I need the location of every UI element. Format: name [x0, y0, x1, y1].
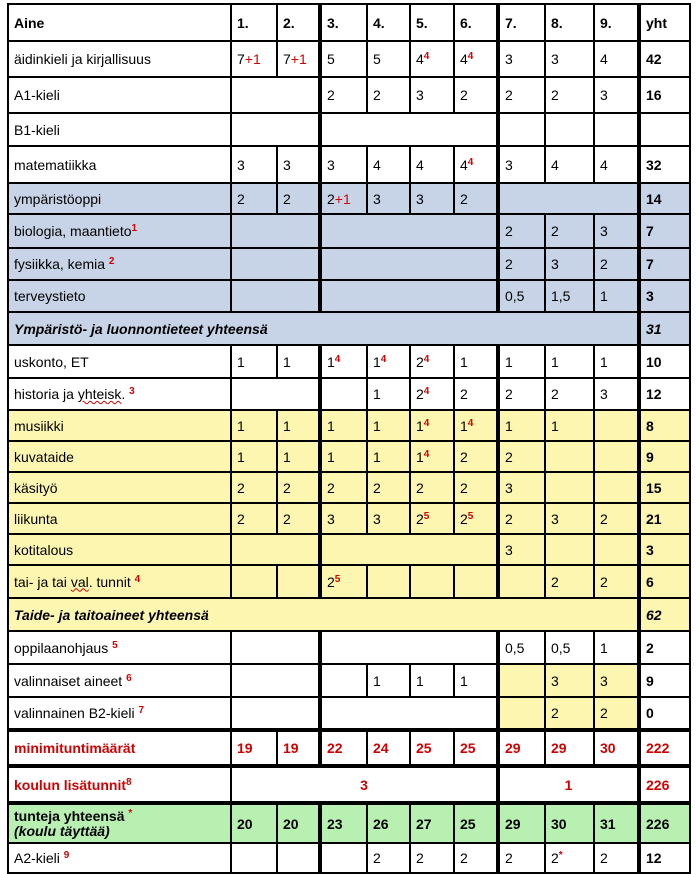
- cell-grade-8: [545, 534, 594, 565]
- cell-grade-5: 3: [410, 183, 454, 214]
- cell-grade-4: 2: [367, 77, 410, 113]
- subject-label: kotitalous: [8, 534, 231, 565]
- table-row: [8, 410, 690, 441]
- header-grade-9: 9.: [594, 4, 639, 41]
- cell-grade-8: 1,5: [545, 280, 594, 312]
- cell-grade-1: 2: [231, 183, 277, 214]
- cell-grade-1: 1: [231, 410, 277, 441]
- cell-grades-3-6: [320, 534, 498, 565]
- cell-grade-7: 2: [498, 503, 545, 534]
- cell-grade-6: 25: [454, 803, 498, 843]
- cell-grades-3-6: [320, 697, 498, 730]
- cell-grade-8: 4: [545, 146, 594, 183]
- cell-grades-1-2: [231, 664, 320, 697]
- cell-grade-4: 2: [367, 843, 410, 873]
- cell-grade-3: 22: [320, 730, 367, 766]
- cell-total: 226: [639, 766, 690, 803]
- cell-grade-1: 2: [231, 472, 277, 503]
- cell-grade-7: 0,5: [498, 631, 545, 664]
- table-row: [8, 697, 690, 730]
- cell-grade-5: $2^4$: [410, 378, 454, 410]
- cell-grade-4: 5: [367, 41, 410, 77]
- table-row: [8, 77, 690, 113]
- cell-grades-1-6: 3: [231, 766, 498, 803]
- table-row: [8, 280, 690, 312]
- cell-grades-1-2: [231, 697, 320, 730]
- cell-grade-7: 0,5: [498, 280, 545, 312]
- cell-grades-3-6: [320, 113, 498, 146]
- cell-grades-1-2: [231, 77, 320, 113]
- table-row: [8, 183, 690, 214]
- cell-total: 12: [639, 843, 690, 873]
- cell-grade-9: [594, 410, 639, 441]
- subject-label: matematiikka: [8, 146, 231, 183]
- table-row: [8, 248, 690, 280]
- cell-total: 222: [639, 730, 690, 766]
- cell-grade-5: 27: [410, 803, 454, 843]
- cell-grade-1: [231, 565, 277, 598]
- cell-grade-2: 2: [277, 472, 320, 503]
- cell-grade-3: 23: [320, 803, 367, 843]
- cell-grade-5: $2^5$: [410, 503, 454, 534]
- cell-grade-9: 3: [594, 378, 639, 410]
- extra-hours-row: [8, 766, 690, 803]
- table-row: [8, 565, 690, 598]
- subject-label: liikunta: [8, 503, 231, 534]
- cell-total: 15: [639, 472, 690, 503]
- cell-grade-8: 2: [545, 77, 594, 113]
- cell-grade-9: 3: [594, 214, 639, 248]
- subject-label: kuvataide: [8, 441, 231, 472]
- cell-grade-9: 3: [594, 664, 639, 697]
- cell-grade-4: 1: [367, 441, 410, 472]
- cell-total: 0: [639, 697, 690, 730]
- cell-grade-8: 1: [545, 345, 594, 378]
- table-row: [8, 441, 690, 472]
- cell-grade-4: 4: [367, 146, 410, 183]
- cell-total: 42: [639, 41, 690, 77]
- cell-total: 10: [639, 345, 690, 378]
- cell-grade-1: [231, 843, 277, 873]
- cell-grade-2: 1: [277, 441, 320, 472]
- cell-grade-9: 2: [594, 248, 639, 280]
- subtotal-value: 31: [639, 312, 690, 345]
- cell-grade-8: 3: [545, 248, 594, 280]
- cell-grade-6: [454, 565, 498, 598]
- cell-grade-3: 5: [320, 41, 367, 77]
- cell-grade-6: 2: [454, 472, 498, 503]
- subject-label: uskonto, ET: [8, 345, 231, 378]
- cell-grade-7: 2: [498, 77, 545, 113]
- cell-grades-1-2: [231, 631, 320, 664]
- cell-total: 8: [639, 410, 690, 441]
- total-hours-row: [8, 803, 690, 843]
- cell-grade-9: 2: [594, 843, 639, 873]
- cell-grade-5: 2: [410, 472, 454, 503]
- cell-grade-7: [498, 113, 545, 146]
- cell-grade-7: 2: [498, 214, 545, 248]
- cell-grade-6: 2: [454, 183, 498, 214]
- cell-grade-3: $2^5$: [320, 565, 367, 598]
- cell-grades-1-2: [231, 214, 320, 248]
- cell-grade-5: $2^4$: [410, 345, 454, 378]
- header-grade-4: 4.: [367, 4, 410, 41]
- cell-grade-3: 2: [320, 77, 367, 113]
- cell-grade-2: 20: [277, 803, 320, 843]
- cell-grade-3: 2: [320, 472, 367, 503]
- cell-grade-4: 3: [367, 183, 410, 214]
- cell-grade-8: 0,5: [545, 631, 594, 664]
- header-grade-6: 6.: [454, 4, 498, 41]
- cell-grade-7: [498, 565, 545, 598]
- cell-grade-3: $1^4$: [320, 345, 367, 378]
- cell-grade-4: 1: [367, 378, 410, 410]
- header-grade-5: 5.: [410, 4, 454, 41]
- cell-grade-8: 3: [545, 664, 594, 697]
- cell-grade-3: [320, 843, 367, 873]
- cell-total: 6: [639, 565, 690, 598]
- header-grade-3: 3.: [320, 4, 367, 41]
- cell-grade-4: [367, 565, 410, 598]
- cell-grade-4: 1: [367, 664, 410, 697]
- cell-grade-5: 3: [410, 77, 454, 113]
- subject-label: musiikki: [8, 410, 231, 441]
- subject-label: tunteja yhteensä * (koulu täyttää): [8, 803, 231, 843]
- subtotal-label: Ympäristö- ja luonnontieteet yhteensä: [8, 312, 639, 345]
- cell-grade-4: 2: [367, 472, 410, 503]
- cell-total: 3: [639, 280, 690, 312]
- subject-label: valinnaiset aineet $^6$: [8, 664, 231, 697]
- cell-total: 7: [639, 248, 690, 280]
- cell-grade-6: 25: [454, 730, 498, 766]
- cell-grade-3: [320, 664, 367, 697]
- cell-grade-2: 19: [277, 730, 320, 766]
- header-grade-8: 8.: [545, 4, 594, 41]
- cell-grade-9: 3: [594, 77, 639, 113]
- header-grade-1: 1.: [231, 4, 277, 41]
- cell-grade-9: [594, 441, 639, 472]
- curriculum-table-wrapper: [7, 3, 691, 874]
- subject-label: biologia, maantieto$^1$: [8, 214, 231, 248]
- subject-label: historia ja yhteisk. $^3$: [8, 378, 231, 410]
- table-row: [8, 146, 690, 183]
- cell-grade-9: 1: [594, 345, 639, 378]
- cell-grade-9: [594, 534, 639, 565]
- cell-grade-1: 20: [231, 803, 277, 843]
- cell-grades-3-6: [320, 248, 498, 280]
- subject-label: ympäristöoppi: [8, 183, 231, 214]
- header-grade-7: 7.: [498, 4, 545, 41]
- cell-grade-4: 1: [367, 410, 410, 441]
- cell-grade-9: 30: [594, 730, 639, 766]
- subject-label: tai- ja tai val. tunnit $^4$: [8, 565, 231, 598]
- cell-grade-9: 1: [594, 631, 639, 664]
- cell-grade-6: 1: [454, 345, 498, 378]
- cell-grade-5: $1^4$: [410, 441, 454, 472]
- cell-grade-9: 2: [594, 565, 639, 598]
- cell-grade-8: 29: [545, 730, 594, 766]
- cell-grade-3: 3: [320, 503, 367, 534]
- cell-grade-7: 29: [498, 803, 545, 843]
- cell-total: 9: [639, 441, 690, 472]
- cell-grades-3-6: [320, 631, 498, 664]
- cell-grade-9: 2: [594, 697, 639, 730]
- header-total: yht: [639, 4, 690, 41]
- cell-grade-7: 1: [498, 410, 545, 441]
- cell-grade-6: $2^5$: [454, 503, 498, 534]
- cell-grades-1-2: [231, 280, 320, 312]
- cell-grade-4: 26: [367, 803, 410, 843]
- cell-grade-6: $4^4$: [454, 146, 498, 183]
- subject-label: käsityö: [8, 472, 231, 503]
- cell-grades-3-6: [320, 280, 498, 312]
- table-row: [8, 664, 690, 697]
- cell-grade-6: 2: [454, 843, 498, 873]
- cell-grade-8: 2: [545, 214, 594, 248]
- cell-grade-7: 2: [498, 248, 545, 280]
- table-row: [8, 345, 690, 378]
- cell-grade-2: 3: [277, 146, 320, 183]
- cell-grade-9: [594, 113, 639, 146]
- cell-grade-7: 3: [498, 472, 545, 503]
- cell-total: 2: [639, 631, 690, 664]
- cell-total: 226: [639, 803, 690, 843]
- cell-grade-6: 2: [454, 378, 498, 410]
- subject-label: terveystieto: [8, 280, 231, 312]
- lesson-hours-table: [7, 3, 691, 874]
- cell-grade-3: 1: [320, 441, 367, 472]
- table-row: [8, 472, 690, 503]
- cell-grade-1: 3: [231, 146, 277, 183]
- cell-grade-8: 3: [545, 503, 594, 534]
- cell-grade-3: [320, 378, 367, 410]
- subtotal-row: [8, 312, 690, 345]
- subject-label: A2-kieli $^9$: [8, 843, 231, 873]
- subject-label: A1-kieli: [8, 77, 231, 113]
- header-subject: Aine: [8, 4, 231, 41]
- cell-grade-5: 25: [410, 730, 454, 766]
- cell-grade-6: $1^4$: [454, 410, 498, 441]
- cell-grades-1-2: [231, 534, 320, 565]
- cell-grade-5: $1^4$: [410, 410, 454, 441]
- cell-grade-2: 1: [277, 410, 320, 441]
- subject-label: valinnainen B2-kieli $^7$: [8, 697, 231, 730]
- cell-total: 21: [639, 503, 690, 534]
- cell-total: 16: [639, 77, 690, 113]
- cell-grade-8: [545, 113, 594, 146]
- cell-grade-9: 2: [594, 503, 639, 534]
- cell-grade-9: 31: [594, 803, 639, 843]
- cell-grade-3: 1: [320, 410, 367, 441]
- cell-grade-3: 2+1: [320, 183, 367, 214]
- subject-label: fysiikka, kemia $^2$: [8, 248, 231, 280]
- cell-grade-1: 1: [231, 441, 277, 472]
- cell-grades-7-9: [498, 183, 639, 214]
- cell-grades-3-6: [320, 214, 498, 248]
- cell-total: 9: [639, 664, 690, 697]
- table-row: [8, 631, 690, 664]
- cell-grades-7-9: 1: [498, 766, 639, 803]
- cell-grades-1-2: [231, 248, 320, 280]
- table-row: [8, 41, 690, 77]
- cell-grade-9: 1: [594, 280, 639, 312]
- cell-grade-7: 2: [498, 843, 545, 873]
- table-row: [8, 843, 690, 873]
- cell-grade-6: 2: [454, 441, 498, 472]
- cell-grade-7: 3: [498, 534, 545, 565]
- cell-grade-2: 2: [277, 183, 320, 214]
- cell-grade-6: $4^4$: [454, 41, 498, 77]
- cell-grade-7: 3: [498, 146, 545, 183]
- subject-label: minimituntimäärät: [8, 730, 231, 766]
- minimum-hours-row: [8, 730, 690, 766]
- cell-grade-7: 3: [498, 41, 545, 77]
- subject-label: koulun lisätunnit$^8$: [8, 766, 231, 803]
- cell-grade-6: 2: [454, 77, 498, 113]
- cell-grade-2: [277, 565, 320, 598]
- cell-grade-8: 2: [545, 565, 594, 598]
- subject-label: oppilaanohjaus $^5$: [8, 631, 231, 664]
- cell-grade-3: 3: [320, 146, 367, 183]
- subtotal-value: 62: [639, 598, 690, 631]
- cell-grade-2: 7+1: [277, 41, 320, 77]
- cell-total: 14: [639, 183, 690, 214]
- cell-grade-5: 2: [410, 843, 454, 873]
- table-row: [8, 378, 690, 410]
- cell-grade-7: [498, 697, 545, 730]
- table-row: [8, 214, 690, 248]
- cell-grade-8: 30: [545, 803, 594, 843]
- cell-grade-1: 2: [231, 503, 277, 534]
- subtotal-label: Taide- ja taitoaineet yhteensä: [8, 598, 639, 631]
- subtotal-row: [8, 598, 690, 631]
- cell-grade-4: 24: [367, 730, 410, 766]
- cell-grade-9: 4: [594, 146, 639, 183]
- cell-grade-5: [410, 565, 454, 598]
- cell-grade-8: 2*: [545, 843, 594, 873]
- cell-total: 12: [639, 378, 690, 410]
- header-grade-2: 2.: [277, 4, 320, 41]
- subject-label: B1-kieli: [8, 113, 231, 146]
- cell-grade-8: 2: [545, 378, 594, 410]
- cell-grade-7: 2: [498, 378, 545, 410]
- cell-grade-9: 4: [594, 41, 639, 77]
- cell-total: 32: [639, 146, 690, 183]
- cell-grade-7: 29: [498, 730, 545, 766]
- cell-grade-6: 1: [454, 664, 498, 697]
- cell-grade-7: 1: [498, 345, 545, 378]
- cell-grade-2: 1: [277, 345, 320, 378]
- cell-total: 7: [639, 214, 690, 248]
- table-row: [8, 503, 690, 534]
- subject-label: äidinkieli ja kirjallisuus: [8, 41, 231, 77]
- cell-grade-7: 2: [498, 441, 545, 472]
- cell-grade-5: 1: [410, 664, 454, 697]
- cell-grade-9: [594, 472, 639, 503]
- cell-grades-1-2: [231, 113, 320, 146]
- cell-grade-4: $1^4$: [367, 345, 410, 378]
- cell-total: [639, 113, 690, 146]
- table-row: [8, 113, 690, 146]
- header-row: [8, 4, 690, 41]
- cell-grade-5: 4: [410, 146, 454, 183]
- cell-total: 3: [639, 534, 690, 565]
- cell-grade-2: [277, 843, 320, 873]
- cell-grade-7: [498, 664, 545, 697]
- cell-grade-1: 19: [231, 730, 277, 766]
- cell-grade-8: [545, 441, 594, 472]
- cell-grade-1: 1: [231, 345, 277, 378]
- cell-grade-2: 2: [277, 503, 320, 534]
- cell-grade-8: [545, 472, 594, 503]
- cell-grade-8: 3: [545, 41, 594, 77]
- cell-grade-8: 1: [545, 410, 594, 441]
- cell-grades-1-2: [231, 378, 320, 410]
- table-row: [8, 534, 690, 565]
- cell-grade-4: 3: [367, 503, 410, 534]
- cell-grade-1: 7+1: [231, 41, 277, 77]
- cell-grade-5: $4^4$: [410, 41, 454, 77]
- cell-grade-8: 2: [545, 697, 594, 730]
